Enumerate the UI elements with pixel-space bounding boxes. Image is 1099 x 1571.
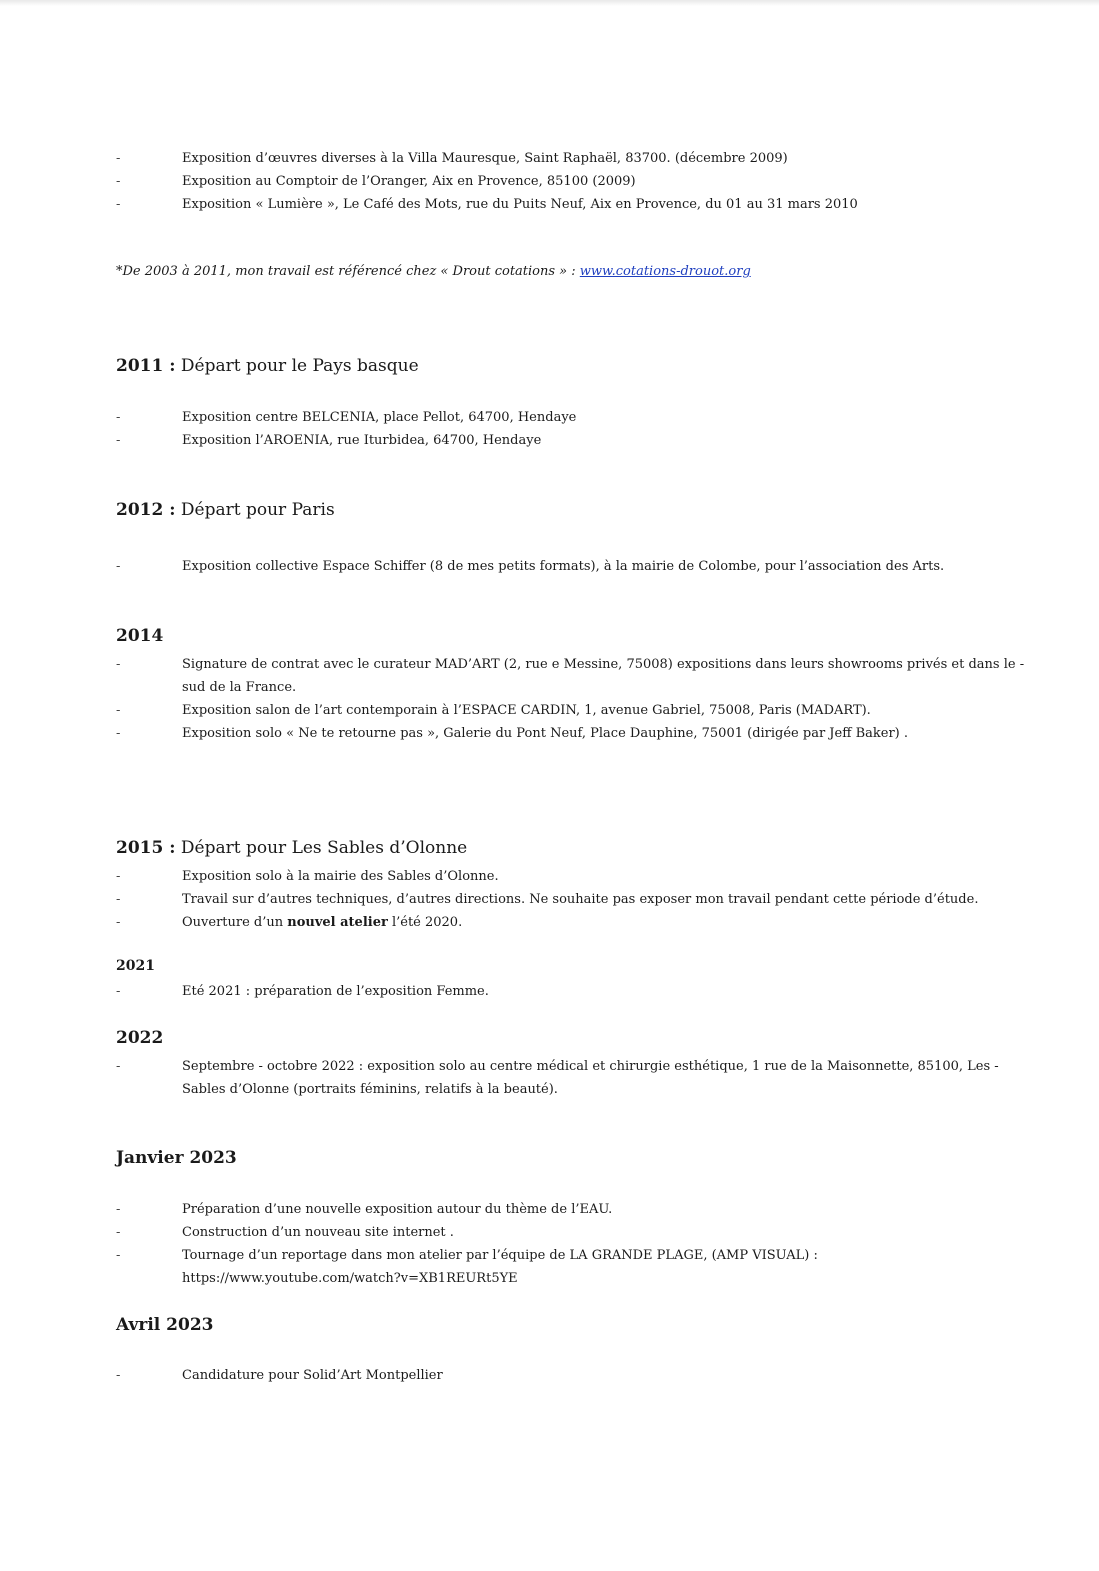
section-heading-2021: 2021: [116, 958, 155, 974]
document-page: - Exposition d’œuvres diverses à la Villa Mauresque, Saint Raphaël, 83700. (décembre 2009) - Exposition au Comptoir de l’Oranger, Aix en Provence, 85100 (2009) - Exposition « Lumière », Le Café des Mots, rue du Puits Neuf, Aix en Provence, du 01 au 31 mars 2010 *De 2003 à 2011, mon travail est référencé chez « Drout cotations » : www.cotations-drouot.org 2011 : Départ pour le Pays basque - Exposition centre BELCENIA, place Pellot, 64700, Hendaye - Exposition l’AROENIA, rue Iturbidea, 64700, Hendaye 2012 : Départ pour Paris - Exposition collective Espace Schiffer (8 de mes petits formats), à la mairie de Colombe, pour l’association des Arts. 2014 - Signature de contrat avec le curateur MAD’ART (2, rue e Messine, 75008) expositions dans leurs showrooms privés et dans le - sud de la France. - Exposition salon de l’art contemporain à l’ESPACE CARDIN, 1, avenue Gabriel, 75008, Paris (MADART). - Exposition solo « Ne te retourne pas », Galerie du Pont Neuf, Place Dauphine, 75001 (dirigée par Jeff Baker) . 2015 : Départ pour Les Sables d’Olonne - Exposition solo à la mairie des Sables d’Olonne. - Travail sur d’autres techniques, d’autres directions. Ne souhaite pas exposer mon travail pendant cette période d’étude. - Ouverture d’un nouvel atelier l’été 2020. 2021 - Eté 2021 : préparation de l’exposition Femme. 2022 - Septembre - octobre 2022 : exposition solo au centre médical et chirurgie esthétique, 1 rue de la Maisonnette, 85100, Les - Sables d’Olonne (portraits féminins, relatifs à la beauté). Janvier 2023 - Préparation d’une nouvelle exposition autour du thème de l’EAU. - Construction d’un nouveau site internet . - Tournage d’un reportage dans mon atelier par l’équipe de LA GRANDE PLAGE, (AMP VISUAL) : https://www.youtube.com/watch?v=XB1REURt5YE Avril 2023 - Candidature pour Solid’Art Montpellier: [0, 0, 1099, 1571]
youtube-url: https://www.youtube.com/watch?v=XB1REURt5YE: [182, 1271, 518, 1286]
section-heading-2015: 2015 : Départ pour Les Sables d’Olonne: [116, 838, 468, 858]
bullet-dash: -: [116, 892, 121, 907]
bullet-dash: -: [116, 174, 121, 189]
bullet-dash: -: [116, 915, 121, 930]
section-heading-2022: 2022: [116, 1028, 164, 1048]
bullet-dash: -: [116, 1248, 121, 1263]
drouot-link[interactable]: www.cotations-drouot.org: [579, 264, 751, 279]
bullet-dash: -: [116, 433, 121, 448]
list-item-continuation: sud de la France.: [182, 680, 297, 695]
section-heading-2011: 2011 : Départ pour le Pays basque: [116, 356, 419, 376]
bullet-dash: -: [116, 410, 121, 425]
bullet-dash: -: [116, 559, 121, 574]
bullet-dash: -: [116, 726, 121, 741]
bullet-dash: -: [116, 1059, 121, 1074]
section-heading-2014: 2014: [116, 626, 164, 646]
bullet-dash: -: [116, 197, 121, 212]
bullet-dash: -: [116, 1202, 121, 1217]
nouvel-atelier-bold: nouvel atelier: [287, 915, 388, 930]
section-heading-avril-2023: Avril 2023: [116, 1315, 214, 1335]
bullet-dash: -: [116, 657, 121, 672]
bullet-dash: -: [116, 703, 121, 718]
section-heading-2012: 2012 : Départ pour Paris: [116, 500, 335, 520]
bullet-dash: -: [116, 1225, 121, 1240]
list-item-continuation: Sables d’Olonne (portraits féminins, relatifs à la beauté).: [182, 1082, 558, 1097]
bullet-dash: -: [116, 869, 121, 884]
bullet-dash: -: [116, 151, 121, 166]
bullet-dash: -: [116, 984, 121, 999]
bullet-dash: -: [116, 1368, 121, 1383]
section-heading-janvier-2023: Janvier 2023: [116, 1148, 237, 1168]
drouot-note: *De 2003 à 2011, mon travail est référencé chez « Drout cotations » : www.cotations-drouot.org: [116, 264, 751, 279]
